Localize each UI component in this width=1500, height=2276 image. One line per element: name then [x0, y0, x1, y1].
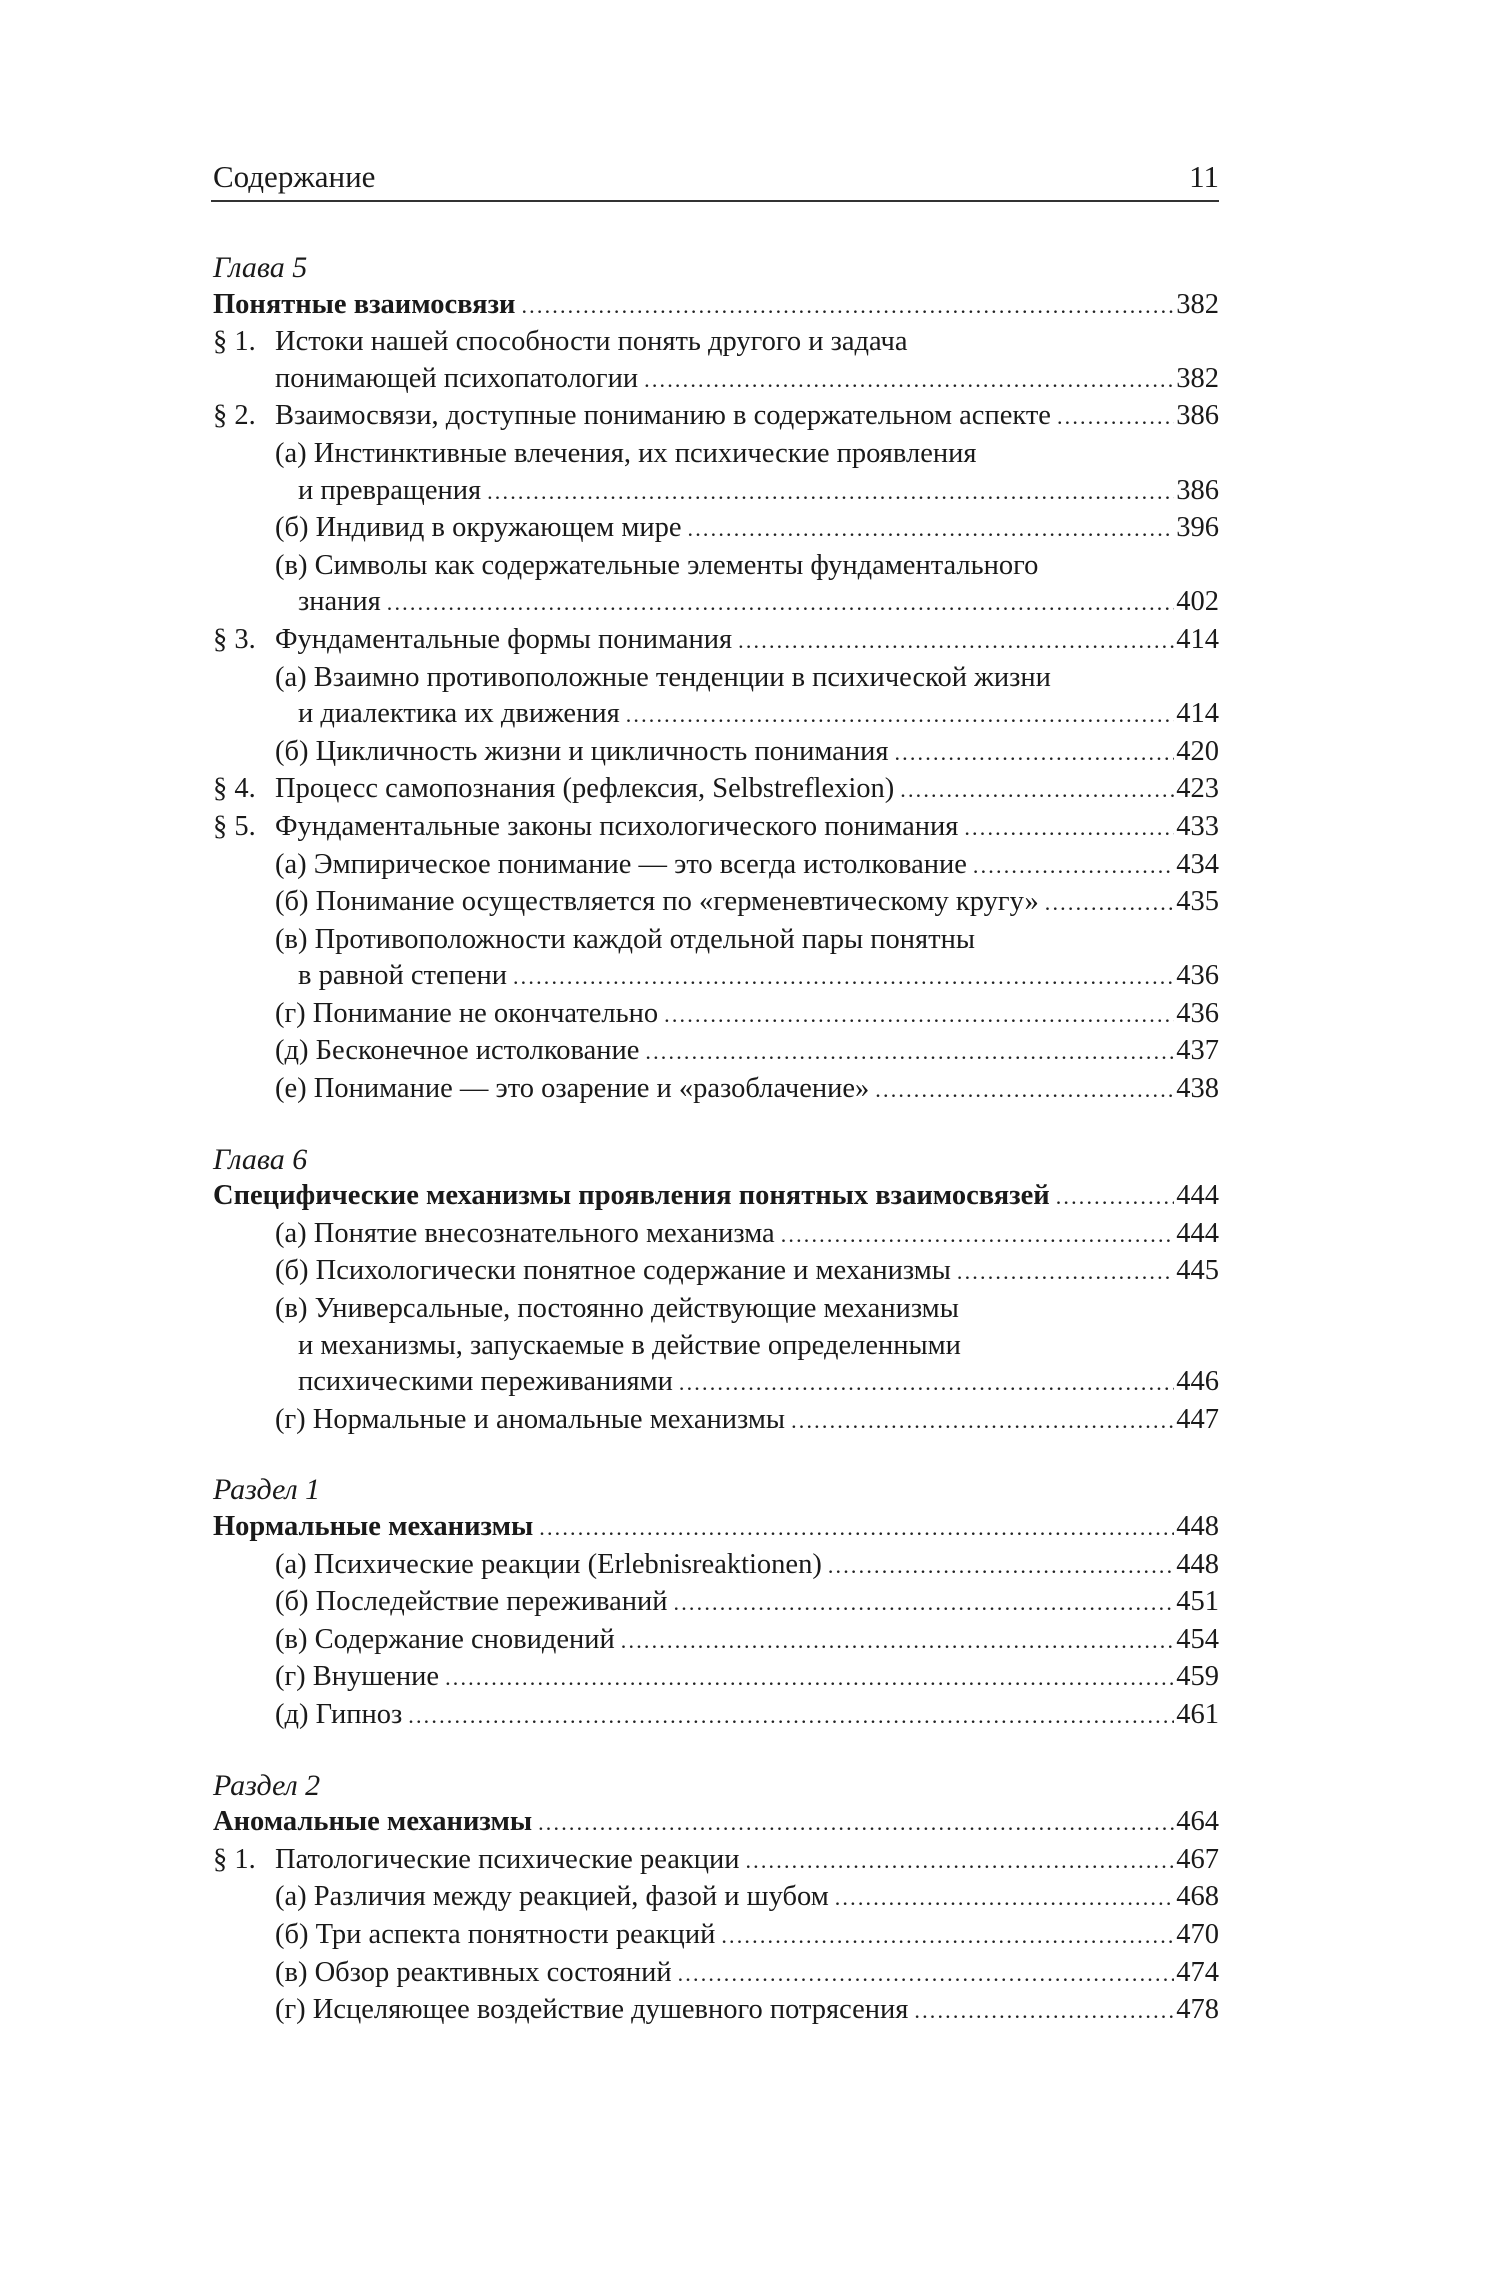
chapter-title-entry[interactable]	[213, 1178, 1219, 1216]
dot-leader	[644, 362, 1174, 399]
entry-text: (г) Внушение	[275, 1661, 440, 1693]
entry-page-number: 464	[1176, 1806, 1219, 1838]
entry-text: Фундаментальные законы психологического понимания	[275, 810, 959, 842]
toc-subsection-entry[interactable]	[213, 1253, 1219, 1291]
dot-leader	[973, 848, 1174, 885]
dot-leader	[828, 1548, 1174, 1585]
section-number: § 5.	[213, 810, 256, 842]
chapter-title: Нормальные механизмы	[213, 1511, 534, 1542]
dot-leader	[957, 1254, 1174, 1291]
entry-text: (б) Три аспекта понятности реакций	[275, 1918, 716, 1950]
entry-page-number: 436	[1176, 960, 1219, 992]
toc-subsection-entry[interactable]	[213, 1622, 1219, 1660]
toc-subsection-entry[interactable]	[213, 1216, 1219, 1254]
toc-section-entry[interactable]	[213, 1842, 1219, 1880]
dot-leader	[487, 474, 1174, 511]
dot-leader	[894, 735, 1174, 772]
entry-page-number: 447	[1176, 1403, 1219, 1435]
dot-leader	[674, 1585, 1175, 1622]
dot-leader	[645, 1034, 1174, 1071]
toc-subsection-entry[interactable]	[213, 1879, 1219, 1917]
toc-subsection-entry[interactable]	[213, 1697, 1219, 1735]
entry-text: Фундаментальные формы понимания	[275, 623, 733, 655]
toc-block	[213, 1142, 1219, 1440]
entry-page-number: 445	[1176, 1255, 1219, 1287]
chapter-title-entry[interactable]	[213, 1804, 1219, 1842]
entry-page-number: 444	[1176, 1180, 1219, 1212]
entry-page-number: 461	[1176, 1698, 1219, 1730]
toc-section-entry[interactable]	[213, 324, 1219, 398]
entry-page-number: 474	[1176, 1956, 1219, 1988]
entry-page-number: 448	[1176, 1511, 1219, 1542]
page-number: 11	[1189, 159, 1219, 194]
dot-leader	[781, 1217, 1175, 1254]
entry-text: (б) Индивид в окружающем мире	[275, 512, 682, 544]
dot-leader	[679, 1365, 1174, 1402]
toc-block	[213, 1768, 1219, 2030]
entry-text: Патологические психические реакции	[275, 1843, 740, 1875]
section-number: § 1.	[213, 1843, 256, 1875]
dot-leader	[513, 959, 1174, 996]
entry-text: (а) Эмпирическое понимание — это всегда истолкование	[275, 848, 967, 880]
dot-leader	[1057, 399, 1174, 436]
entry-text: (в) Обзор реактивных состояний	[275, 1956, 672, 1988]
chapter-title: Аномальные механизмы	[213, 1806, 533, 1838]
toc-block	[213, 1472, 1219, 1734]
dot-leader	[445, 1660, 1174, 1697]
dot-leader	[875, 1072, 1174, 1109]
entry-text: и диалектика их движения	[298, 698, 620, 730]
entry-text: и превращения	[298, 474, 482, 506]
entry-page-number: 402	[1176, 586, 1219, 618]
toc-subsection-entry[interactable]	[213, 660, 1219, 734]
entry-page-number: 454	[1176, 1623, 1219, 1655]
table-of-contents	[213, 250, 1219, 2063]
entry-page-number: 414	[1176, 698, 1219, 730]
toc-subsection-entry[interactable]	[213, 1659, 1219, 1697]
dot-leader	[387, 585, 1174, 622]
section-number: § 2.	[213, 400, 256, 432]
entry-page-number: 459	[1176, 1661, 1219, 1693]
header-rule	[211, 200, 1219, 202]
entry-text: Истоки нашей способности понять другого и задача	[275, 326, 908, 358]
dot-leader	[688, 511, 1175, 548]
entry-text: знания	[298, 586, 381, 618]
toc-block	[213, 250, 1219, 1109]
entry-page-number: 438	[1176, 1073, 1219, 1105]
dot-leader	[521, 288, 1174, 325]
dot-leader	[745, 1843, 1174, 1880]
toc-subsection-entry[interactable]	[213, 996, 1219, 1034]
entry-page-number: 451	[1176, 1586, 1219, 1618]
entry-page-number: 470	[1176, 1918, 1219, 1950]
toc-subsection-entry[interactable]	[213, 1291, 1219, 1402]
entry-page-number: 386	[1176, 400, 1219, 432]
dot-leader	[664, 997, 1174, 1034]
toc-subsection-entry[interactable]	[213, 1917, 1219, 1955]
chapter-label: Глава 5	[213, 251, 308, 284]
entry-text: (а) Взаимно противоположные тенденции в психической жизни	[275, 661, 1051, 693]
entry-text: (а) Различия между реакцией, фазой и шубом	[275, 1881, 829, 1913]
section-number: § 3.	[213, 623, 256, 655]
entry-page-number: 386	[1176, 474, 1219, 506]
toc-subsection-entry[interactable]	[213, 548, 1219, 622]
entry-page-number: 382	[1176, 362, 1219, 394]
chapter-title: Специфические механизмы проявления понятных взаимосвязей	[213, 1180, 1050, 1212]
section-number: § 1.	[213, 326, 256, 358]
entry-text: (б) Понимание осуществляется по «герменевтическому кругу»	[275, 886, 1039, 918]
entry-page-number: 467	[1176, 1843, 1219, 1875]
dot-leader	[964, 810, 1174, 847]
chapter-title-entry[interactable]	[213, 1509, 1219, 1547]
dot-leader	[791, 1403, 1174, 1440]
dot-leader	[1056, 1179, 1175, 1216]
dot-leader	[721, 1918, 1174, 1955]
dot-leader	[539, 1510, 1174, 1547]
entry-text: понимающей психопатологии	[275, 362, 639, 394]
dot-leader	[738, 623, 1174, 660]
toc-subsection-entry[interactable]	[213, 884, 1219, 922]
entry-text: (в) Универсальные, постоянно действующие механизмы	[275, 1293, 959, 1325]
dot-leader	[900, 772, 1174, 809]
dot-leader	[408, 1698, 1174, 1735]
toc-subsection-entry[interactable]	[213, 1033, 1219, 1071]
entry-text: (а) Понятие внесознательного механизма	[275, 1217, 775, 1249]
section-number: § 4.	[213, 773, 256, 805]
entry-text: Взаимосвязи, доступные пониманию в содержательном аспекте	[275, 400, 1051, 432]
entry-text: Процесс самопознания (рефлексия, Selbstreflexion)	[275, 773, 895, 805]
entry-text: (д) Гипноз	[275, 1698, 403, 1730]
toc-subsection-entry[interactable]	[213, 922, 1219, 996]
entry-text: (г) Нормальные и аномальные механизмы	[275, 1403, 786, 1435]
toc-subsection-entry[interactable]	[213, 734, 1219, 772]
entry-text: и механизмы, запускаемые в действие определенными	[298, 1329, 961, 1361]
entry-text: (д) Бесконечное истолкование	[275, 1035, 640, 1067]
entry-page-number: 423	[1176, 773, 1219, 805]
entry-page-number: 437	[1176, 1035, 1219, 1067]
dot-leader	[538, 1805, 1174, 1842]
entry-text: (б) Цикличность жизни и цикличность понимания	[275, 735, 889, 767]
chapter-title-entry[interactable]	[213, 287, 1219, 325]
entry-text: (в) Содержание сновидений	[275, 1623, 615, 1655]
entry-page-number: 433	[1176, 810, 1219, 842]
chapter-title: Понятные взаимосвязи	[213, 288, 516, 320]
entry-page-number: 448	[1176, 1548, 1219, 1580]
dot-leader	[621, 1623, 1174, 1660]
entry-page-number: 434	[1176, 848, 1219, 880]
entry-page-number: 435	[1176, 886, 1219, 918]
entry-text: в равной степени	[298, 960, 507, 992]
entry-page-number: 444	[1176, 1217, 1219, 1249]
entry-text: (е) Понимание — это озарение и «разоблачение»	[275, 1073, 870, 1105]
toc-section-entry[interactable]	[213, 809, 1219, 847]
dot-leader	[835, 1880, 1175, 1917]
running-head	[213, 157, 1219, 197]
running-head-title: Содержание	[213, 159, 376, 194]
entry-page-number: 396	[1176, 512, 1219, 544]
toc-subsection-entry[interactable]	[213, 847, 1219, 885]
toc-section-entry[interactable]	[213, 771, 1219, 809]
entry-text: (в) Символы как содержательные элементы фундаментального	[275, 549, 1039, 581]
entry-text: психическими переживаниями	[298, 1366, 673, 1398]
entry-page-number: 436	[1176, 997, 1219, 1029]
toc-section-entry[interactable]	[213, 398, 1219, 436]
entry-text: (а) Инстинктивные влечения, их психические проявления	[275, 437, 977, 469]
toc-subsection-entry[interactable]	[213, 436, 1219, 510]
dot-leader	[1045, 885, 1174, 922]
chapter-label: Глава 6	[213, 1142, 308, 1176]
entry-page-number: 414	[1176, 623, 1219, 655]
chapter-label: Раздел 2	[213, 1768, 321, 1802]
entry-text: (г) Понимание не окончательно	[275, 997, 659, 1029]
chapter-label: Раздел 1	[213, 1473, 321, 1507]
dot-leader	[678, 1956, 1175, 1993]
toc-subsection-entry[interactable]	[213, 1955, 1219, 1993]
toc-subsection-entry[interactable]	[213, 1071, 1219, 1109]
toc-subsection-entry[interactable]	[213, 1992, 1219, 2030]
entry-page-number: 382	[1176, 288, 1219, 320]
dot-leader	[914, 1993, 1174, 2030]
entry-page-number: 420	[1176, 735, 1219, 767]
toc-subsection-entry[interactable]	[213, 1584, 1219, 1622]
entry-text: (б) Последействие переживаний	[275, 1586, 668, 1618]
entry-text: (б) Психологически понятное содержание и механизмы	[275, 1255, 951, 1287]
entry-page-number: 478	[1176, 1994, 1219, 2026]
toc-subsection-entry[interactable]	[213, 510, 1219, 548]
entry-text: (г) Исцеляющее воздействие душевного потрясения	[275, 1994, 909, 2026]
toc-subsection-entry[interactable]	[213, 1402, 1219, 1440]
toc-section-entry[interactable]	[213, 622, 1219, 660]
entry-page-number: 468	[1176, 1881, 1219, 1913]
entry-text: (в) Противоположности каждой отдельной пары понятны	[275, 923, 975, 955]
entry-text: (а) Психические реакции (Erlebnisreaktionen)	[275, 1548, 822, 1580]
toc-subsection-entry[interactable]	[213, 1547, 1219, 1585]
dot-leader	[626, 697, 1175, 734]
entry-page-number: 446	[1176, 1366, 1219, 1398]
